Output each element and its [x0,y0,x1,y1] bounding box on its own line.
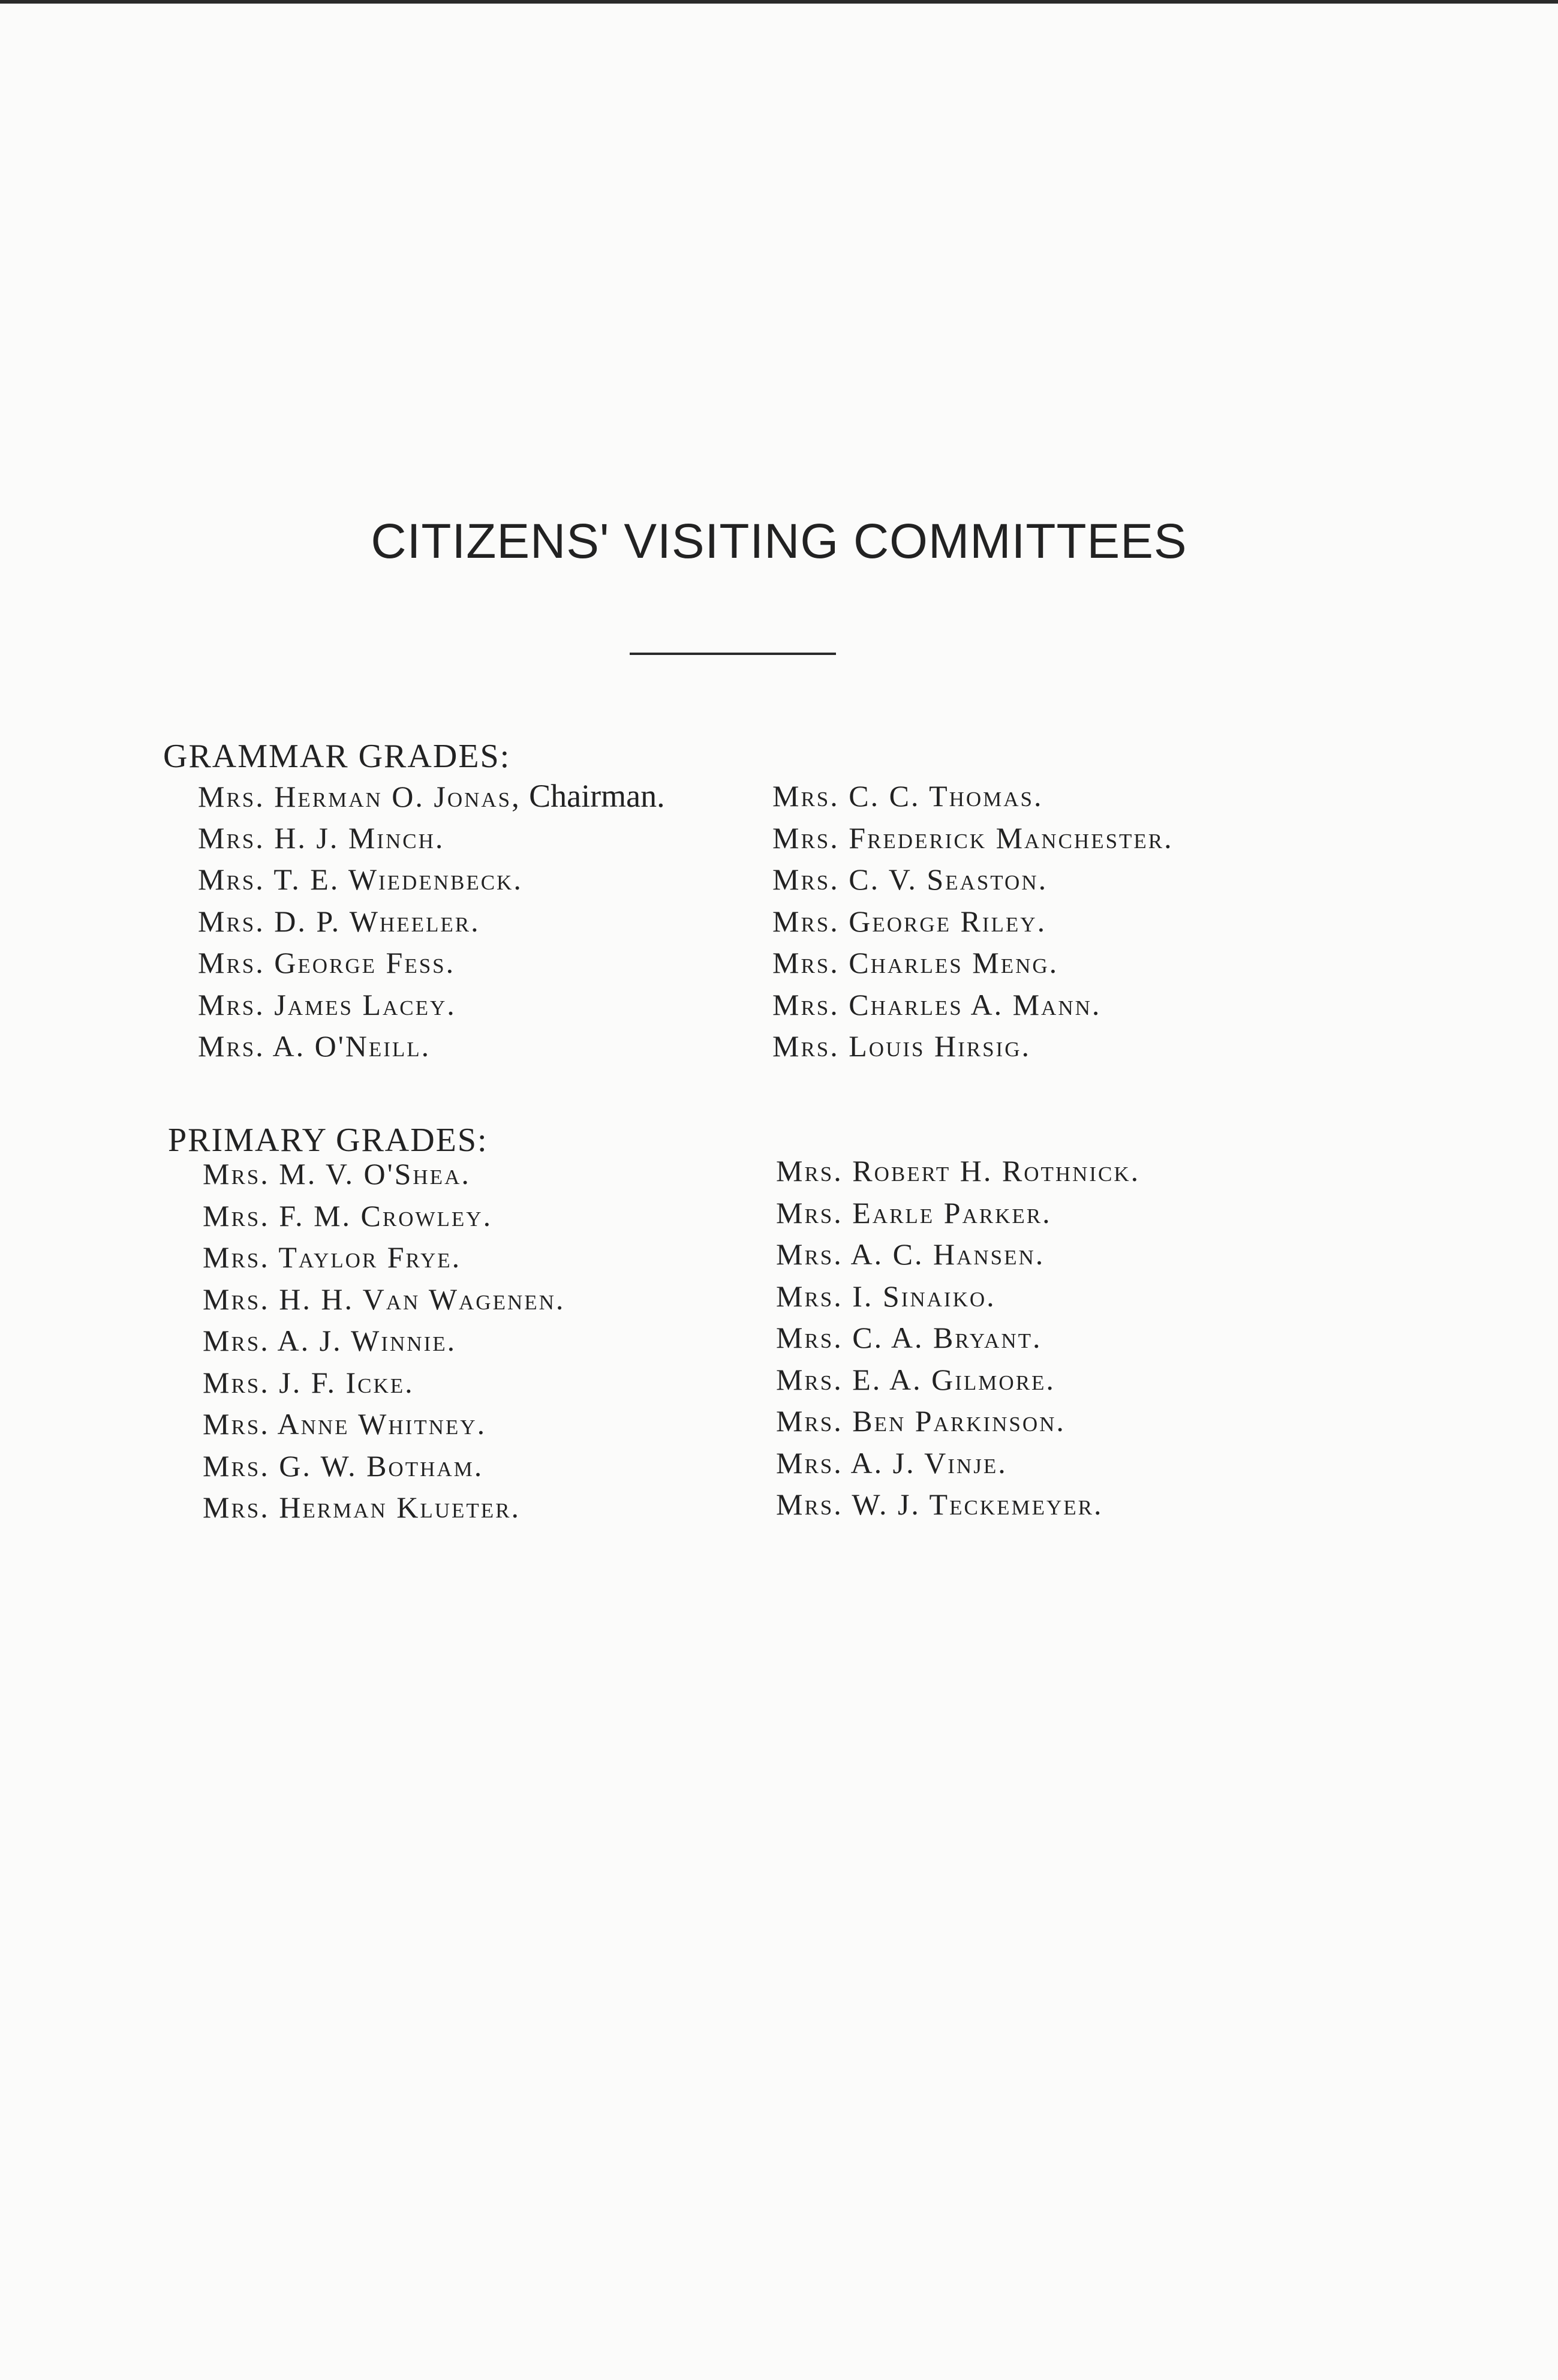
list-item: Mrs. Robert H. Rothnick. [776,1154,1141,1188]
list-item [198,859,665,901]
list-item: Mrs. G. W. Botham. [203,1449,484,1483]
list-item [198,942,665,984]
list-item: Mrs. I. Sinaiko. [776,1279,996,1313]
grammar-grades-heading: GRAMMAR GRADES: [163,738,511,775]
top-edge-rule [0,0,1558,4]
list-item: Mrs. Herman Klueter. [203,1490,521,1524]
list-item: Mrs. George Riley. [772,904,1047,938]
member-name: Mrs. George Fess. [198,946,456,979]
title-divider [630,653,836,655]
member-name: Mrs. D. P. Wheeler. [198,904,480,938]
member-name: Mrs. James Lacey. [198,987,456,1021]
primary-left-list [203,1153,565,1529]
member-name: Mrs. A. O'Neill. [198,1029,431,1063]
chairman-label: Chairman. [521,778,665,814]
grammar-left-list [198,776,665,1068]
list-item: Mrs. E. A. Gilmore. [776,1362,1055,1396]
list-item: Mrs. F. M. Crowley. [203,1198,493,1233]
list-item: Mrs. Louis Hirsig. [772,1029,1031,1063]
page-title: CITIZENS' VISITING COMMITTEES [371,514,1187,569]
list-item [198,901,665,943]
list-item: Mrs. C. V. Seaston. [772,863,1048,896]
list-item: Mrs. H. H. Van Wagenen. [203,1282,566,1316]
list-item: Mrs. M. V. O'Shea. [203,1157,471,1191]
primary-grades-heading: PRIMARY GRADES: [168,1122,488,1159]
list-item: Mrs. Earle Parker. [776,1195,1052,1230]
list-item [198,818,665,860]
list-item: Mrs. C. A. Bryant. [776,1321,1042,1354]
list-item: Mrs. W. J. Teckemeyer. [776,1488,1103,1521]
list-item: Mrs. Ben Parkinson. [776,1404,1066,1438]
grammar-right-list [772,776,1174,1068]
list-item [198,1026,665,1068]
list-item [198,984,665,1026]
list-item: Mrs. Charles Meng. [772,946,1059,979]
list-item [198,776,665,818]
primary-right-list [776,1150,1140,1526]
list-item: Mrs. Anne Whitney. [203,1407,487,1441]
list-item: Mrs. C. C. Thomas. [772,779,1043,813]
list-item: Mrs. Taylor Frye. [203,1240,462,1274]
list-item: Mrs. J. F. Icke. [203,1365,414,1399]
list-item: Mrs. Frederick Manchester. [772,821,1174,855]
list-item: Mrs. Charles A. Mann. [772,987,1102,1021]
list-item: Mrs. A. C. Hansen. [776,1237,1045,1271]
member-name: Mrs. T. E. Wiedenbeck. [198,863,523,896]
member-name: Mrs. H. J. Minch. [198,821,445,855]
list-item: Mrs. A. J. Winnie. [203,1324,457,1357]
list-item: Mrs. A. J. Vinje. [776,1446,1007,1480]
member-name: Mrs. Herman O. Jonas, [198,780,521,813]
